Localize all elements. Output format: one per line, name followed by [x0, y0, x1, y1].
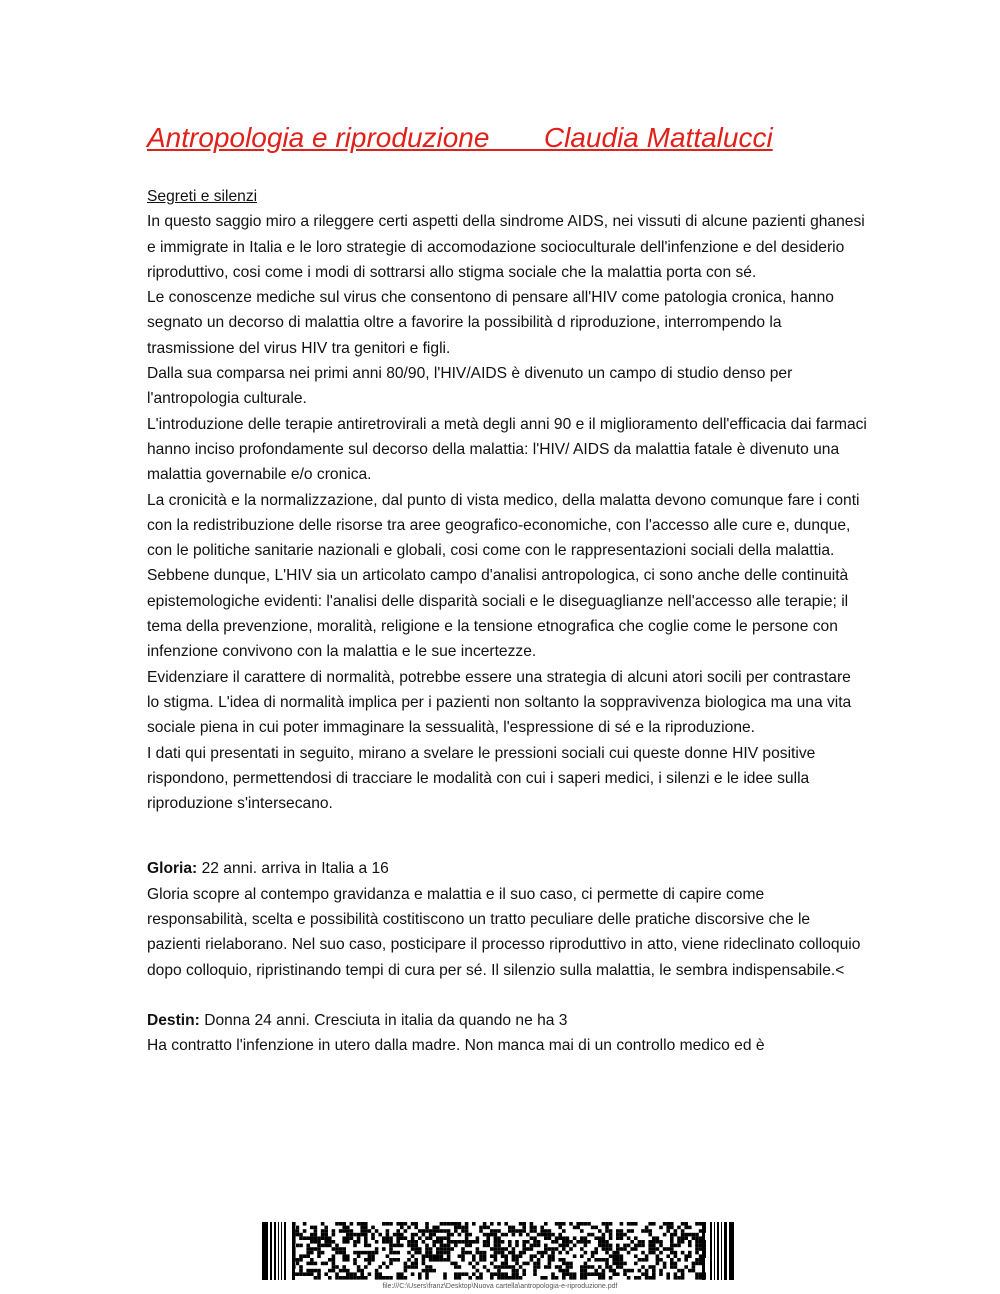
document-body	[147, 184, 867, 1059]
footer-file-path: file:///C:\Users\franz\Desktop\Nuova cartella\antropologia-e-riproduzione.pdf	[382, 1283, 618, 1290]
document-title: Antropologia e riproduzione Claudia Mattalucci	[147, 122, 773, 153]
case-text: Gloria scopre al contempo gravidanza e malattia e il suo caso, ci permette di capire come responsabilità, scelta e possibilità costitiscono un tratto peculiare delle pratiche discorsive che le pazienti rielaborano. Nel suo caso, posticipare il processo riproduttivo in atto, viene rideclinato colloquio dopo colloquio, ripristinando tempi di cura per sé. Il silenzio sulla malattia, le sembra indispensabile.<	[147, 885, 861, 979]
barcode-image	[262, 1222, 734, 1280]
case-text: Ha contratto l'infenzione in utero dalla madre. Non manca mai di un controllo medico ed è	[147, 1037, 765, 1055]
case-header-gloria	[147, 856, 867, 881]
spacer	[147, 983, 867, 1008]
paragraph: Le conoscenze mediche sul virus che consentono di pensare all'HIV come patologia cronica, hanno segnato un decorso di malattia oltre a favorire la possibilità d riproduzione, interrompendo la trasmissione del virus HIV tra genitori e figli.	[147, 289, 834, 357]
paragraph: L'introduzione delle terapie antiretrovirali a metà degli anni 90 e il miglioramento dell'efficacia dai farmaci hanno inciso profondamente sul decorso della malattia: l'HIV/ AIDS da malattia fatale è divenuto una malattia governabile e/o cronica.	[147, 415, 867, 484]
paragraph: La cronicità e la normalizzazione, dal punto di vista medico, della malatta devono comunque fare i conti con la redistribuzione delle risorse tra aree geografico-economiche, con l'accesso alle cure e, dunque, con le politiche sanitarie nazionali e globali, cosi come con le rappresentazioni sociali della malattia.	[147, 491, 860, 560]
paragraph: Evidenziare il carattere di normalità, potrebbe essere una strategia di alcuni atori socili per contrastare lo stigma. L'idea di normalità implica per i pazienti non soltanto la soppravivenza biologica ma una vita sociale piena in cui poter immaginare la sessualità, l'espressione di sé e la riproduzione.	[147, 668, 852, 737]
paragraph: Sebbene dunque, L'HIV sia un articolato campo d'analisi antropologica, ci sono anche delle continuità epistemologiche evidenti: l'analisi delle disparità sociali e le diseguaglianze nell'accesso alle terapie; il tema della prevenzione, moralità, religione e la tensione etnografica che coglie come le persone con infenzione convivono con la malattia e le sue incertezze.	[147, 567, 849, 661]
section-heading: Segreti e silenzi	[147, 188, 258, 205]
paragraph: In questo saggio miro a rileggere certi aspetti della sindrome AIDS, nei vissuti di alcune pazienti ghanesi e immigrate in Italia e le loro strategie di accomodazione socioculturale dell'infenzione e del desiderio riproduttivo, cosi come i modi di sottrarsi allo stigma sociale che la malattia porta con sé.	[147, 213, 865, 281]
paragraph: Dalla sua comparsa nei primi anni 80/90, l'HIV/AIDS è divenuto un campo di studio denso per l'antropologia culturale.	[147, 365, 793, 408]
case-intro: 22 anni. arriva in Italia a 16	[197, 860, 389, 878]
spacer	[147, 816, 867, 856]
case-header-destin	[147, 1008, 867, 1033]
paragraph: I dati qui presentati in seguito, mirano a svelare le pressioni sociali cui queste donne HIV positive rispondono, permettendosi di tracciare le modalità con cui i saperi medici, i silenzi e le idee sulla riproduzione s'intersecano.	[147, 744, 816, 813]
case-intro: Donna 24 anni. Cresciuta in italia da quando ne ha 3	[199, 1011, 568, 1029]
case-name: Gloria:	[147, 860, 198, 878]
case-name: Destin:	[147, 1011, 200, 1029]
